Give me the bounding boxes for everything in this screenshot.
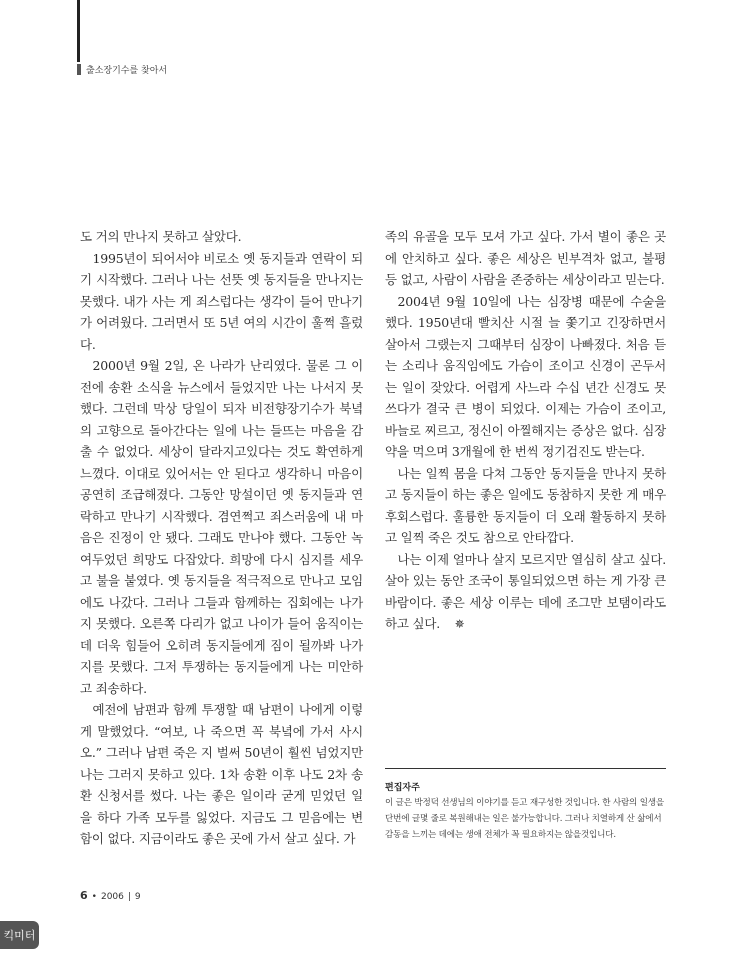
- issue-number: 9: [134, 892, 141, 902]
- editor-note-body: 이 글은 박정덕 선생님의 이야기를 듣고 재구성한 것입니다. 한 사람의 일생을 단번에 글몇 줄로 복원해내는 일은 불가능합니다. 그러나 치열하게 산 삶에서 감동을 느끼는 데에는 생애 전체가 꼭 필요하지는 않을것입니다.: [385, 798, 664, 840]
- paragraph: 2000년 9월 2일, 온 나라가 난리였다. 물론 그 이전에 송환 소식을 뉴스에서 들었지만 나는 나서지 못했다. 그런데 막상 당일이 되자 비전향장기수가 북녘의 고향으로 돌아간다는 일에 나는 들뜨는 마음을 감출 수 없었다. 세상이 달라지고있다는 것도 확연하게 느꼈다. 이대로 있어서는 안 된다고 생각하니 마음이 공연히 조급해졌다. 그동안 망설이던 옛 동지들과 연락하고 만나기 시작했다. 겸연쩍고 죄스러움에 내 마음은 진정이 안 됐다. 그래도 만나야 했다. 그동안 녹여두었던 희망도 다잡았다. 희망에 다시 심지를 세우고 불을 붙였다. 옛 동지들을 적극적으로 만나고 모임에도 나갔다. 그러나 그들과 함께하는 집회에는 나가지 못했다. 오른쪽 다리가 없고 나이가 들어 움직이는 데 더욱 힘들어 오히려 동지들에게 짐이 될까봐 나가지를 못했다. 그저 투쟁하는 동지들에게 나는 미안하고 죄송하다.: [80, 358, 363, 696]
- running-head: [77, 62, 167, 76]
- overlay-tab-button[interactable]: 킥미터: [0, 921, 39, 949]
- editor-note-title: 편집자주: [385, 783, 420, 793]
- issue-year: 2006: [100, 892, 124, 902]
- paragraph-text: 나는 이제 얼마나 살지 모르지만 열심히 살고 싶다. 살아 있는 동안 조국이 통일되었으면 하는 게 가장 큰 바람이다. 좋은 세상 이루는 데에 조그만 보탬이라도 하고 싶다.: [385, 551, 666, 631]
- end-mark-icon: ✵: [454, 617, 465, 631]
- paragraph: 족의 유골을 모두 모셔 가고 싶다. 가서 별이 좋은 곳에 안치하고 싶다. 좋은 세상은 빈부격차 없고, 불평등 없고, 사람이 사람을 존중하는 세상이라고 믿는다.: [385, 229, 666, 287]
- running-head-marker: [77, 64, 81, 75]
- paragraph: 2004년 9월 10일에 나는 심장병 때문에 수술을 했다. 1950년대 빨치산 시절 늘 쫓기고 긴장하면서 살아서 그랬는지 그때부터 심장이 나빠졌다. 처음 듣는 소리나 움직임에도 가슴이 조이고 신경이 곤두서는 일이 잦았다. 어렵게 사느라 수십 년간 신경도 못쓰다가 결국 큰 병이 되었다. 이제는 가슴이 조이고, 바늘로 찌르고, 정신이 아찔해지는 증상은 없다. 심장 약을 먹으며 3개월에 한 번씩 정기검진도 받는다.: [385, 293, 666, 459]
- folio-bullet: •: [91, 892, 97, 902]
- top-vertical-rule: [77, 0, 80, 62]
- paragraph: 나는 일찍 몸을 다쳐 그동안 동지들을 만나지 못하고 동지들이 하는 좋은 일에도 동참하지 못한 게 매우 후회스럽다. 훌륭한 동지들이 더 오래 활동하지 못하고 일찍 죽은 것도 참으로 안타깝다.: [385, 465, 666, 545]
- right-text-column: [385, 226, 666, 636]
- running-head-text: 출소장기수를 찾아서: [86, 65, 168, 76]
- left-text-column: [80, 226, 363, 850]
- paragraph: 도 거의 만나지 못하고 살았다.: [80, 229, 242, 244]
- editor-note: [385, 768, 666, 843]
- page-number: 6: [80, 889, 88, 902]
- paragraph-last: [385, 549, 666, 636]
- paragraph: 예전에 남편과 함께 투쟁할 때 남편이 나에게 이렇게 말했었다. “여보, 나 죽으면 꼭 북녘에 가서 사시오.” 그러나 남편 죽은 지 벌써 50년이 훨씬 넘었지만 나는 그러지 못하고 있다. 1차 송환 이후 나도 2차 송환 신청서를 썼다. 나는 좋은 일이라 굳게 믿었던 일을 하다 가족 모두를 잃었다. 지금도 그 믿음에는 변함이 없다. 지금이라도 좋은 곳에 가서 살고 싶다. 가: [80, 702, 363, 846]
- paragraph: 1995년이 되어서야 비로소 옛 동지들과 연락이 되기 시작했다. 그러나 나는 선뜻 옛 동지들을 만나지는 못했다. 내가 사는 게 죄스럽다는 생각이 들어 만나기가 어려웠다. 그러면서 또 5년 여의 시간이 훌쩍 흘렀다.: [80, 250, 363, 352]
- page-folio: [80, 889, 141, 902]
- folio-separator: |: [127, 892, 131, 902]
